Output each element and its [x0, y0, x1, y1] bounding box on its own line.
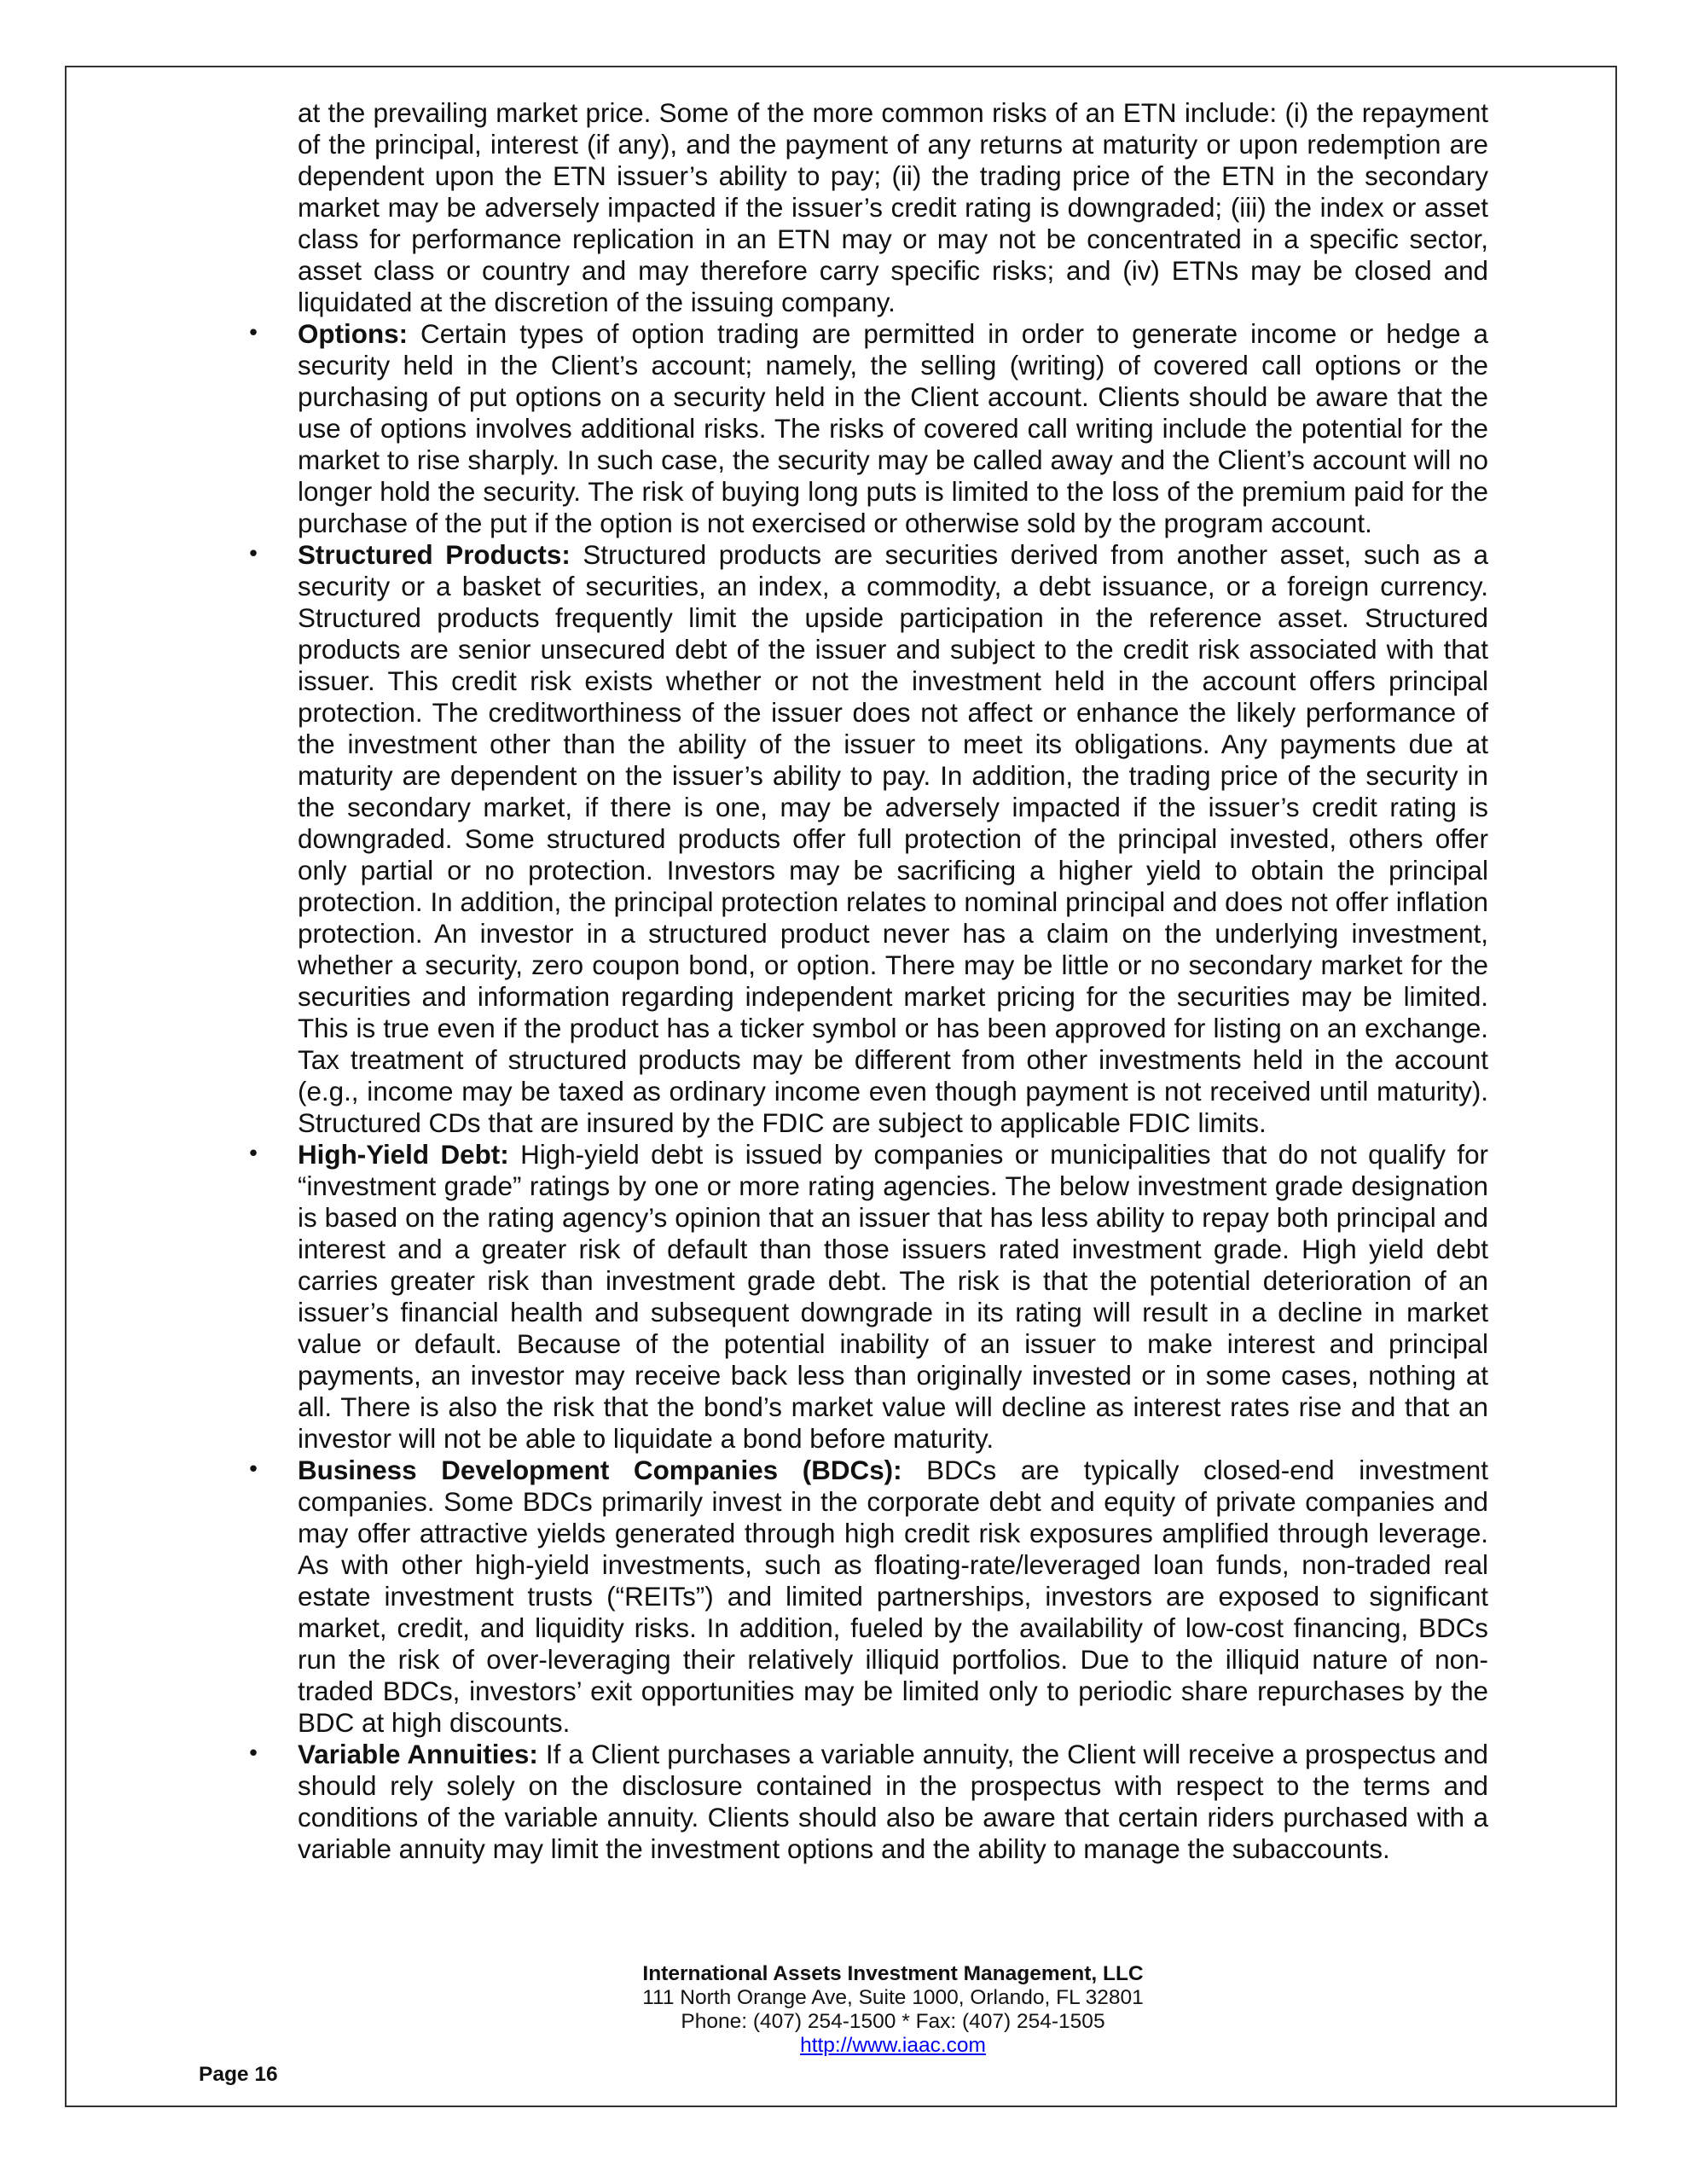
footer-phone-fax: Phone: (407) 254-1500 * Fax: (407) 254-1505	[681, 2010, 1105, 2033]
bullet-icon: •	[246, 1741, 260, 1767]
bullet-term: Variable Annuities:	[298, 1740, 538, 1769]
bullet-term: High-Yield Debt:	[298, 1140, 509, 1170]
risk-bullet-list	[246, 318, 1488, 1865]
document-body	[246, 97, 1488, 1865]
bullet-high-yield-debt	[246, 1139, 1488, 1455]
footer-address: 111 North Orange Ave, Suite 1000, Orlando, FL 32801	[642, 1986, 1144, 2009]
bullet-text: Certain types of option trading are permitted in order to generate income or hedge a security held in the Client’s account; namely, the selling (writing) of covered call options or the purchasing of put options on a security held in the Client account. Clients should be aware that the use of options involves additional risks. The risks of covered call writing include the potential for the market to rise sharply. In such case, the security may be called away and the Client’s account will no longer hold the security. The risk of buying long puts is limited to the loss of the premium paid for the purchase of the put if the option is not exercised or otherwise sold by the program account.	[298, 319, 1488, 538]
intro-paragraph: at the prevailing market price. Some of the more common risks of an ETN include: (i) the repayment of the principal, interest (if any), and the payment of any returns at maturity or upon redemption are dependent upon the ETN issuer’s ability to pay; (ii) the trading price of the ETN in the secondary market may be adversely impacted if the issuer’s credit rating is downgraded; (iii) the index or asset class for performance replication in an ETN may or may not be concentrated in a specific sector, asset class or country and may therefore carry specific risks; and (iv) ETNs may be closed and liquidated at the discretion of the issuing company.	[298, 98, 1488, 317]
bullet-text: If a Client purchases a variable annuity, the Client will receive a prospectus and should rely solely on the disclosure contained in the prospectus with respect to the terms and conditions of the variable annuity. Clients should also be aware that certain riders purchased with a variable annuity may limit the investment options and the ability to manage the subaccounts.	[298, 1740, 1488, 1864]
bullet-bdcs	[246, 1455, 1488, 1739]
bullet-term: Options:	[298, 319, 409, 349]
footer-company: International Assets Investment Management, LLC	[642, 1962, 1144, 1985]
bullet-icon: •	[246, 542, 260, 567]
bullet-text: Structured products are securities derived from another asset, such as a security or a basket of securities, an index, a commodity, a debt issuance, or a foreign currency. Structured products frequently limit the upside participation in the reference asset. Structured products are senior unsecured debt of the issuer and subject to the credit risk associated with that issuer. This credit risk exists whether or not the investment held in the account offers principal protection. The creditworthiness of the issuer does not affect or enhance the likely performance of the investment other than the ability of the issuer to meet its obligations. Any payments due at maturity are dependent on the issuer’s ability to pay. In addition, the trading price of the security in the secondary market, if there is one, may be adversely impacted if the issuer’s credit rating is downgraded. Some structured products offer full protection of the principal invested, others offer only partial or no protection. Investors may be sacrificing a higher yield to obtain the principal protection. In addition, the principal protection relates to nominal principal and does not offer inflation protection. An investor in a structured product never has a claim on the underlying investment, whether a security, zero coupon bond, or option. There may be little or no secondary market for the securities and information regarding independent market pricing for the securities may be limited. This is true even if the product has a ticker symbol or has been approved for listing on an exchange. Tax treatment of structured products may be different from other investments held in the account (e.g., income may be taxed as ordinary income even though payment is not received until maturity). Structured CDs that are insured by the FDIC are subject to applicable FDIC limits.	[298, 540, 1488, 1138]
bullet-text: High-yield debt is issued by companies or municipalities that do not qualify for “investment grade” ratings by one or more rating agencies. The below investment grade designation is based on the rating agency’s opinion that an issuer that has less ability to repay both principal and interest and a greater risk of default than those issuers rated investment grade. High yield debt carries greater risk than investment grade debt. The risk is that the potential deterioration of an issuer’s financial health and subsequent downgrade in its rating will result in a decline in market value or default. Because of the potential inability of an issuer to make interest and principal payments, an investor may receive back less than originally invested or in some cases, nothing at all. There is also the risk that the bond’s market value will decline as interest rates rise and that an investor will not be able to liquidate a bond before maturity.	[298, 1140, 1488, 1454]
bullet-variable-annuities	[246, 1739, 1488, 1865]
bullet-term: Structured Products:	[298, 540, 571, 570]
page-number: Page 16	[199, 2063, 278, 2086]
bullet-term: Business Development Companies (BDCs):	[298, 1455, 902, 1485]
bullet-icon: •	[246, 1141, 260, 1167]
page-footer	[298, 1962, 1488, 2058]
bullet-text: BDCs are typically closed-end investment companies. Some BDCs primarily invest in the corporate debt and equity of private companies and may offer attractive yields generated through high credit risk exposures amplified through leverage. As with other high-yield investments, such as floating-rate/leveraged loan funds, non-traded real estate investment trusts (“REITs”) and limited partnerships, investors are exposed to significant market, credit, and liquidity risks. In addition, fueled by the availability of low-cost financing, BDCs run the risk of over-leveraging their relatively illiquid portfolios. Due to the illiquid nature of non-traded BDCs, investors’ exit opportunities may be limited only to periodic share repurchases by the BDC at high discounts.	[298, 1455, 1488, 1738]
bullet-icon: •	[246, 321, 260, 346]
bullet-icon: •	[246, 1457, 260, 1483]
footer-website-link[interactable]: http://www.iaac.com	[800, 2034, 986, 2057]
bullet-structured-products	[246, 539, 1488, 1139]
bullet-options	[246, 318, 1488, 539]
